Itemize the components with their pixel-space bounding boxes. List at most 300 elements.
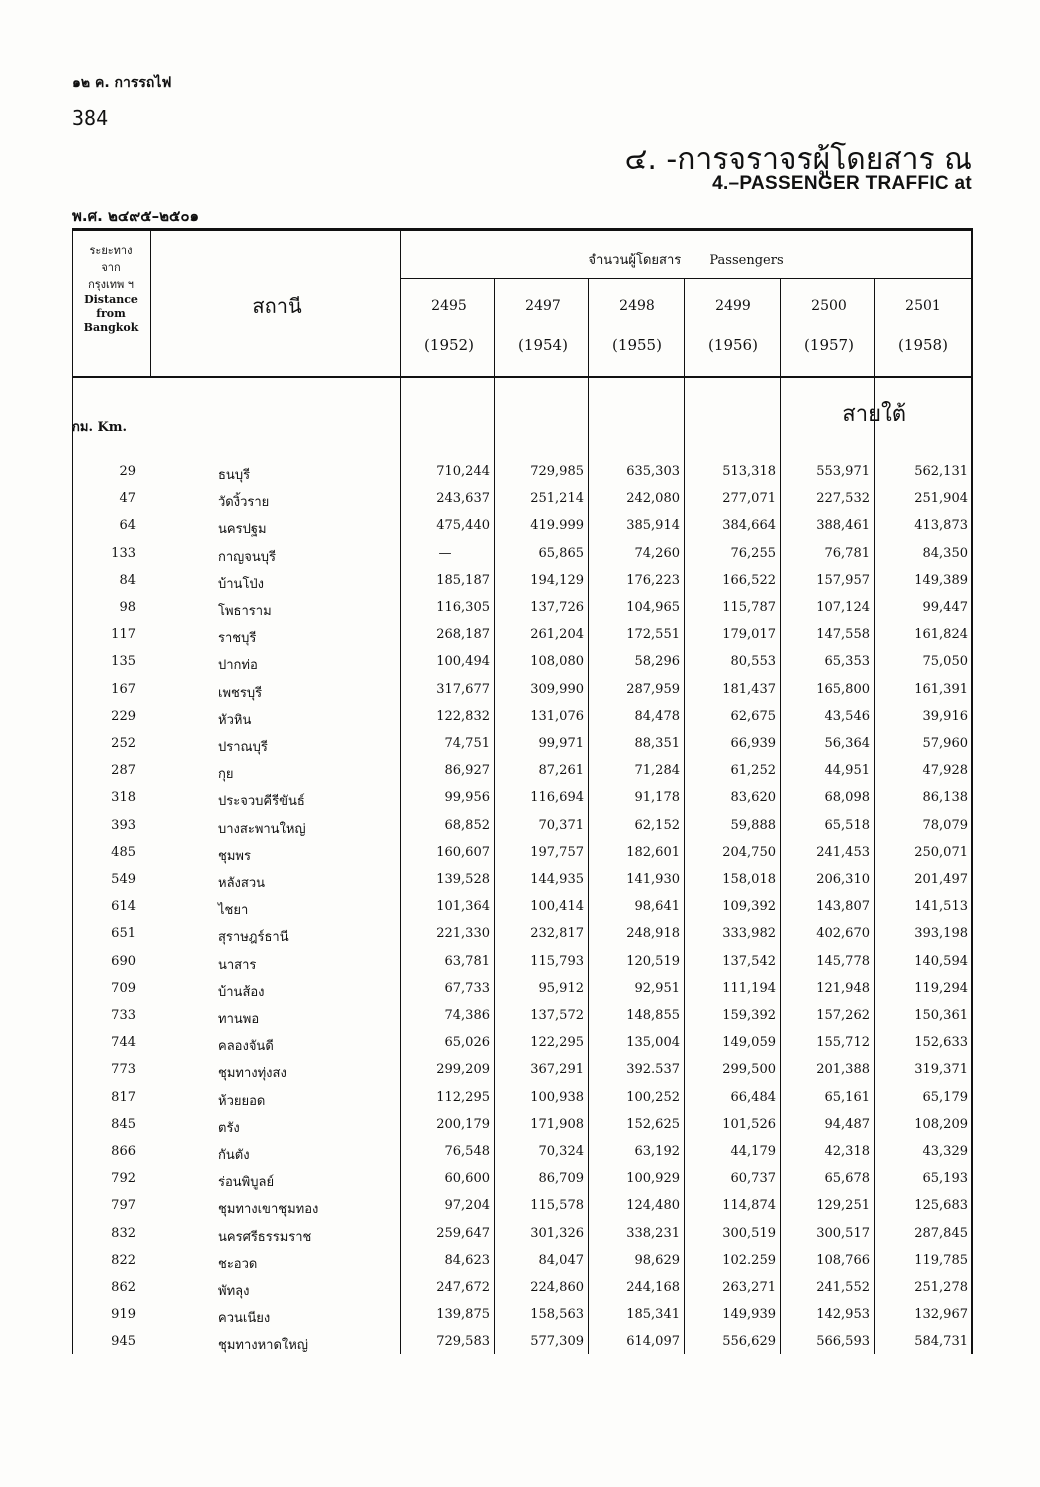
passenger-count: 141,513	[914, 899, 968, 915]
passenger-count: 116,305	[436, 600, 490, 615]
passenger-count: 108,080	[530, 654, 584, 670]
passenger-count: 44,179	[730, 1144, 776, 1159]
distance-km: 822	[111, 1252, 136, 1268]
year-col-2497	[496, 298, 590, 354]
table-row	[72, 491, 972, 518]
passenger-count: 161,824	[914, 627, 968, 643]
passenger-count: 201,388	[816, 1062, 870, 1078]
passenger-count: 556,629	[722, 1334, 776, 1350]
station-name: คลองจันดี	[218, 1039, 274, 1055]
passenger-count: 84,623	[444, 1252, 490, 1268]
table-row	[72, 627, 972, 654]
station-name: นครปฐม	[218, 522, 267, 538]
passenger-count: 63,781	[444, 953, 490, 969]
passenger-count: 251,214	[530, 491, 584, 507]
distance-km: 709	[111, 980, 136, 996]
passenger-count: 87,261	[538, 763, 584, 779]
passenger-count: 248,918	[626, 926, 680, 942]
passenger-count: 116,694	[530, 790, 584, 806]
year-col-2495	[402, 298, 496, 354]
table-row	[72, 1226, 972, 1253]
passenger-count: 100,252	[626, 1089, 680, 1105]
passenger-count: 393,198	[914, 926, 968, 942]
passenger-count: 74,751	[444, 736, 490, 751]
distance-th-3: กรุงเทพ ฯ	[88, 278, 134, 291]
distance-km: 845	[111, 1116, 136, 1132]
station-name: กันตัง	[218, 1148, 250, 1163]
distance-km: 690	[111, 953, 136, 969]
distance-km: 862	[111, 1280, 136, 1295]
passenger-count: 141,930	[626, 872, 680, 887]
station-name: ชุมทางหาดใหญ่	[218, 1338, 308, 1354]
distance-km: 733	[111, 1008, 136, 1023]
passenger-count: 250,071	[914, 844, 968, 860]
passenger-count: 95,912	[538, 980, 584, 996]
table-row	[72, 546, 972, 573]
passenger-count: 152,633	[914, 1035, 968, 1051]
table-row	[72, 654, 972, 681]
station-name: ตรัง	[218, 1120, 240, 1136]
distance-km: 252	[111, 736, 136, 751]
passenger-count: 149,389	[914, 572, 968, 588]
year-ce: (1952)	[424, 336, 474, 354]
passenger-count: 78,079	[922, 817, 968, 833]
passenger-count: 388,461	[816, 518, 870, 534]
passenger-count: 84,047	[538, 1252, 584, 1268]
passenger-count: 75,050	[922, 654, 968, 670]
passenger-count: 402,670	[816, 926, 870, 942]
passenger-count: 86,927	[444, 763, 490, 779]
distance-km: 945	[111, 1334, 136, 1350]
passenger-count: 148,855	[626, 1008, 680, 1023]
passenger-count: 108,766	[816, 1252, 870, 1268]
passengers-header	[402, 252, 970, 269]
table-row	[72, 709, 972, 736]
distance-km: 98	[119, 600, 136, 615]
passenger-count: 165,800	[816, 681, 870, 697]
passenger-count: 419.999	[530, 518, 584, 534]
passenger-count: 65,026	[444, 1035, 490, 1051]
passenger-count: 109,392	[722, 899, 776, 915]
passenger-count: 159,392	[722, 1008, 776, 1023]
passenger-count: 65,161	[824, 1089, 870, 1105]
distance-km: 832	[111, 1225, 136, 1241]
section-header: ๑๒ ค. การรถไฟ	[72, 75, 172, 91]
passenger-count: 99,447	[922, 600, 968, 615]
year-ce: (1958)	[898, 336, 948, 354]
passenger-count: 553,971	[816, 464, 870, 479]
station-name: ธนบุรี	[218, 468, 251, 483]
passenger-count: 99,956	[444, 790, 490, 806]
passenger-count: 100,938	[530, 1089, 584, 1105]
passenger-count: 80,553	[730, 654, 776, 670]
title-thai: ๔. -การจราจรผู้โดยสาร ณ	[624, 142, 972, 177]
station-name: บางสะพานใหญ่	[218, 821, 306, 837]
passenger-count: 385,914	[626, 518, 680, 534]
passenger-count: 139,875	[436, 1307, 490, 1323]
passenger-count: 475,440	[436, 518, 490, 534]
passenger-count: 384,664	[722, 518, 776, 534]
station-name: นครศรีธรรมราช	[218, 1229, 312, 1245]
passenger-count: 155,712	[816, 1035, 870, 1051]
passenger-count: 65,865	[538, 545, 584, 561]
table-row	[72, 790, 972, 817]
passenger-count: 710,244	[436, 464, 490, 479]
passenger-count: 104,965	[626, 600, 680, 615]
passenger-count: 71,284	[634, 763, 680, 779]
passenger-count: 115,793	[530, 953, 584, 969]
passenger-count: 144,935	[530, 872, 584, 887]
passenger-count: 287,959	[626, 681, 680, 697]
passenger-count: 158,563	[530, 1307, 584, 1323]
table-row	[72, 1144, 972, 1171]
station-name: ชะอวด	[218, 1256, 258, 1272]
passenger-count: 43,546	[824, 708, 870, 724]
passenger-count: 149,059	[722, 1035, 776, 1051]
passenger-count: 98,629	[634, 1252, 680, 1268]
passenger-count: 114,874	[722, 1198, 776, 1214]
passengers-header-en: Passengers	[709, 253, 784, 268]
passenger-count: 44,951	[824, 763, 870, 779]
distance-km: 797	[111, 1198, 136, 1214]
distance-km: 84	[119, 572, 136, 588]
passenger-count: 204,750	[722, 844, 776, 860]
table-top-rule	[72, 228, 972, 231]
passenger-count: 224,860	[530, 1280, 584, 1295]
passenger-count: 129,251	[816, 1198, 870, 1214]
passenger-count: 299,209	[436, 1062, 490, 1078]
passenger-count: 111,194	[722, 980, 776, 996]
passenger-count: 92,951	[634, 980, 680, 996]
table-row	[72, 736, 972, 763]
passenger-count: 121,948	[816, 980, 870, 996]
passenger-count: 125,683	[914, 1198, 968, 1214]
distance-km: 773	[111, 1062, 136, 1078]
table-row	[72, 1090, 972, 1117]
passenger-count: 185,341	[626, 1307, 680, 1323]
passenger-count: 300,517	[816, 1225, 870, 1241]
distance-th-1: ระยะทาง	[89, 244, 133, 257]
station-header: สถานี	[252, 294, 302, 318]
distance-km: 29	[119, 464, 136, 479]
passenger-count: 319,371	[914, 1062, 968, 1078]
table-row	[72, 1253, 972, 1280]
station-name: กาญจนบุรี	[218, 549, 276, 565]
passenger-count: 98,641	[634, 899, 680, 915]
passengers-rule	[400, 278, 972, 279]
passenger-count: 59,888	[730, 817, 776, 833]
passenger-count: 206,310	[816, 872, 870, 887]
passenger-count: 65,518	[824, 817, 870, 833]
passenger-count: 70,371	[538, 817, 584, 833]
table-row	[72, 1062, 972, 1089]
table-row	[72, 1117, 972, 1144]
passenger-count: 513,318	[722, 464, 776, 479]
passenger-count: 392.537	[626, 1062, 680, 1078]
table-row	[72, 1334, 972, 1361]
passenger-count: 66,939	[730, 736, 776, 751]
passenger-count: 413,873	[914, 518, 968, 534]
passenger-count: 729,583	[436, 1334, 490, 1350]
distance-en-3: Bangkok	[83, 321, 139, 334]
year-col-2501	[876, 298, 970, 354]
distance-km: 817	[111, 1089, 136, 1105]
passenger-count: 367,291	[530, 1062, 584, 1078]
passenger-count: 62,152	[634, 817, 680, 833]
passenger-count: 99,971	[538, 736, 584, 751]
passenger-count: 614,097	[626, 1334, 680, 1350]
station-name: ปากท่อ	[218, 658, 258, 674]
passenger-count: 137,572	[530, 1008, 584, 1023]
passenger-count: 317,677	[436, 681, 490, 697]
year-be: 2498	[619, 298, 655, 314]
year-ce: (1955)	[612, 336, 662, 354]
passenger-count: 63,192	[634, 1144, 680, 1159]
passenger-count: 584,731	[914, 1334, 968, 1350]
passengers-header-th: จำนวนผู้โดยสาร	[588, 253, 682, 268]
table-row	[72, 1307, 972, 1334]
passenger-count: 137,542	[722, 953, 776, 969]
passenger-count: 60,600	[444, 1171, 490, 1187]
passenger-count: 139,528	[436, 872, 490, 887]
passenger-count: 244,168	[626, 1280, 680, 1295]
passenger-count: 122,832	[436, 708, 490, 724]
passenger-count: 172,551	[626, 627, 680, 643]
passenger-count: 88,351	[634, 736, 680, 751]
year-col-2500	[782, 298, 876, 354]
passenger-count: 56,364	[824, 736, 870, 751]
station-name: เพชรบุรี	[218, 685, 263, 701]
passenger-count: 107,124	[816, 600, 870, 615]
passenger-count: 161,391	[914, 681, 968, 697]
header-bottom-rule	[72, 376, 972, 378]
passenger-count: 251,904	[914, 491, 968, 507]
table-row	[72, 981, 972, 1008]
passenger-count: 131,076	[530, 708, 584, 724]
station-name: วัดงิ้วราย	[218, 495, 270, 511]
passenger-count: 338,231	[626, 1225, 680, 1241]
passenger-count: 91,178	[634, 790, 680, 806]
distance-km: 919	[111, 1307, 136, 1323]
distance-km: 549	[111, 872, 136, 887]
passenger-count: 135,004	[626, 1035, 680, 1051]
passenger-count: 299,500	[722, 1062, 776, 1078]
passenger-count: 221,330	[436, 926, 490, 942]
passenger-count: 263,271	[722, 1280, 776, 1295]
passenger-count: 76,781	[824, 545, 870, 561]
station-name: นาสาร	[218, 957, 257, 973]
year-be: 2497	[525, 298, 561, 314]
station-name: ไชยา	[218, 903, 249, 919]
passenger-count: 70,324	[538, 1144, 584, 1159]
passenger-count: 142,953	[816, 1307, 870, 1323]
table-row	[72, 682, 972, 709]
station-name: ประจวบคีรีขันธ์	[218, 794, 305, 810]
table-row	[72, 899, 972, 926]
distance-km: 287	[111, 763, 136, 779]
passenger-count: 120,519	[626, 953, 680, 969]
station-name: กุย	[218, 767, 234, 783]
passenger-count: 157,262	[816, 1008, 870, 1023]
passenger-count: 101,364	[436, 899, 490, 915]
table-row	[72, 872, 972, 899]
station-name: หลังสวน	[218, 876, 266, 891]
passenger-count: 140,594	[914, 953, 968, 969]
passenger-count: 100,494	[436, 654, 490, 670]
distance-km: 229	[111, 708, 136, 724]
year-col-2499	[686, 298, 780, 354]
table-row	[72, 1171, 972, 1198]
distance-en-1: Distance	[84, 293, 138, 306]
passenger-count: 176,223	[626, 572, 680, 588]
passenger-count: 47,928	[922, 763, 968, 779]
passenger-count: 566,593	[816, 1334, 870, 1350]
passenger-count: 62,675	[730, 708, 776, 724]
table-row	[72, 1198, 972, 1225]
distance-km: 651	[111, 926, 136, 942]
distance-km: 47	[119, 491, 136, 507]
passenger-count: 108,209	[914, 1116, 968, 1132]
station-name: ร่อนพิบูลย์	[218, 1175, 275, 1191]
years-thai: พ.ศ. ๒๔๙๕–๒๕๐๑	[72, 207, 200, 225]
passenger-count: 729,985	[530, 464, 584, 479]
table-row	[72, 464, 972, 491]
passenger-count: 171,908	[530, 1116, 584, 1132]
distance-km: 117	[111, 627, 136, 643]
passenger-count: 65,179	[922, 1089, 968, 1105]
table-row	[72, 763, 972, 790]
passenger-count: 300,519	[722, 1225, 776, 1241]
station-name: บ้านส้อง	[218, 984, 265, 1000]
passenger-count: 197,757	[530, 844, 584, 860]
passenger-count: 74,386	[444, 1008, 490, 1023]
passenger-count: 200,179	[436, 1116, 490, 1132]
passenger-count: 333,982	[722, 926, 776, 942]
table-row	[72, 926, 972, 953]
distance-header	[72, 242, 150, 335]
passenger-count: 247,672	[436, 1280, 490, 1295]
station-name: ทานพอ	[218, 1012, 260, 1027]
passenger-count: 232,817	[530, 926, 584, 942]
distance-km: 866	[111, 1144, 136, 1159]
table-row	[72, 845, 972, 872]
distance-en-2: from	[96, 307, 126, 320]
passenger-count: 243,637	[436, 491, 490, 507]
year-ce: (1954)	[518, 336, 568, 354]
passenger-count: 132,967	[914, 1307, 968, 1323]
passenger-count: 150,361	[914, 1008, 968, 1023]
year-be: 2499	[715, 298, 751, 314]
distance-th-2: จาก	[101, 261, 121, 274]
station-name: ชุมพร	[218, 848, 251, 864]
passenger-count: 259,647	[436, 1225, 490, 1241]
page-number: 384	[72, 106, 109, 130]
distance-km: 792	[111, 1171, 136, 1187]
passenger-count: 242,080	[626, 491, 680, 507]
distance-km: 167	[111, 681, 136, 697]
passenger-count: 100,929	[626, 1171, 680, 1187]
distance-km: 133	[111, 545, 136, 561]
passenger-count: 635,303	[626, 464, 680, 479]
passenger-count: 39,916	[922, 708, 968, 724]
table-row	[72, 600, 972, 627]
passenger-count: 194,129	[530, 572, 584, 588]
station-name: ชุมทางทุ่งสง	[218, 1066, 287, 1082]
passenger-count: 76,255	[730, 545, 776, 561]
year-be: 2501	[905, 298, 941, 314]
passenger-count: 201,497	[914, 872, 968, 887]
table-row	[72, 1035, 972, 1062]
passenger-count: 65,193	[922, 1171, 968, 1187]
station-name: หัวหิน	[218, 712, 252, 728]
passenger-count: 74,260	[634, 545, 680, 561]
passenger-count: 97,204	[444, 1198, 490, 1214]
passenger-count: 61,252	[730, 763, 776, 779]
passenger-count: 137,726	[530, 600, 584, 615]
table-row	[72, 518, 972, 545]
table-row	[72, 573, 972, 600]
passenger-count: 562,131	[914, 464, 968, 479]
passenger-count: 166,522	[722, 572, 776, 588]
passenger-count: 181,437	[722, 681, 776, 697]
passenger-count: 112,295	[436, 1089, 490, 1105]
passenger-count: 268,187	[436, 627, 490, 643]
passenger-count: 102.259	[722, 1252, 776, 1268]
passenger-count: 277,071	[722, 491, 776, 507]
passenger-count: 179,017	[722, 627, 776, 643]
passenger-count: 42,318	[824, 1144, 870, 1159]
passenger-count: 182,601	[626, 844, 680, 860]
passenger-count: 76,548	[444, 1144, 490, 1159]
distance-km: 614	[111, 899, 136, 915]
passenger-count: 185,187	[436, 572, 490, 588]
passenger-count: 241,552	[816, 1280, 870, 1295]
passenger-count: 58,296	[634, 654, 680, 670]
passenger-count: 251,278	[914, 1280, 968, 1295]
passenger-count: 86,709	[538, 1171, 584, 1187]
year-be: 2500	[811, 298, 847, 314]
passenger-count: 66,484	[730, 1089, 776, 1105]
station-name: พัทลุง	[218, 1284, 250, 1299]
station-name: บ้านโป่ง	[218, 576, 265, 592]
title-english: 4.–PASSENGER TRAFFIC at	[712, 173, 972, 194]
year-be: 2495	[431, 298, 467, 314]
passenger-count: 115,578	[530, 1198, 584, 1214]
passenger-count: 577,309	[530, 1334, 584, 1350]
passenger-count: 157,957	[816, 572, 870, 588]
station-name: ราชบุรี	[218, 631, 257, 647]
passenger-count: 65,678	[824, 1171, 870, 1187]
passenger-count: 119,785	[914, 1252, 968, 1268]
passenger-count: 86,138	[922, 790, 968, 806]
distance-km: 393	[111, 817, 136, 833]
table-row	[72, 1280, 972, 1307]
passenger-count: 227,532	[816, 491, 870, 507]
passenger-count: 68,852	[444, 817, 490, 833]
passenger-count: 43,329	[922, 1144, 968, 1159]
station-name: ปราณบุรี	[218, 740, 268, 755]
passenger-count: 301,326	[530, 1225, 584, 1241]
table-row	[72, 954, 972, 981]
passenger-count: 67,733	[444, 980, 490, 996]
passenger-count: 309,990	[530, 681, 584, 697]
passenger-count: 152,625	[626, 1116, 680, 1132]
distance-km: 485	[111, 844, 136, 860]
distance-km: 744	[111, 1035, 136, 1051]
station-name: โพธาราม	[218, 604, 272, 619]
station-name: ห้วยยอด	[218, 1093, 266, 1109]
table-row	[72, 818, 972, 845]
